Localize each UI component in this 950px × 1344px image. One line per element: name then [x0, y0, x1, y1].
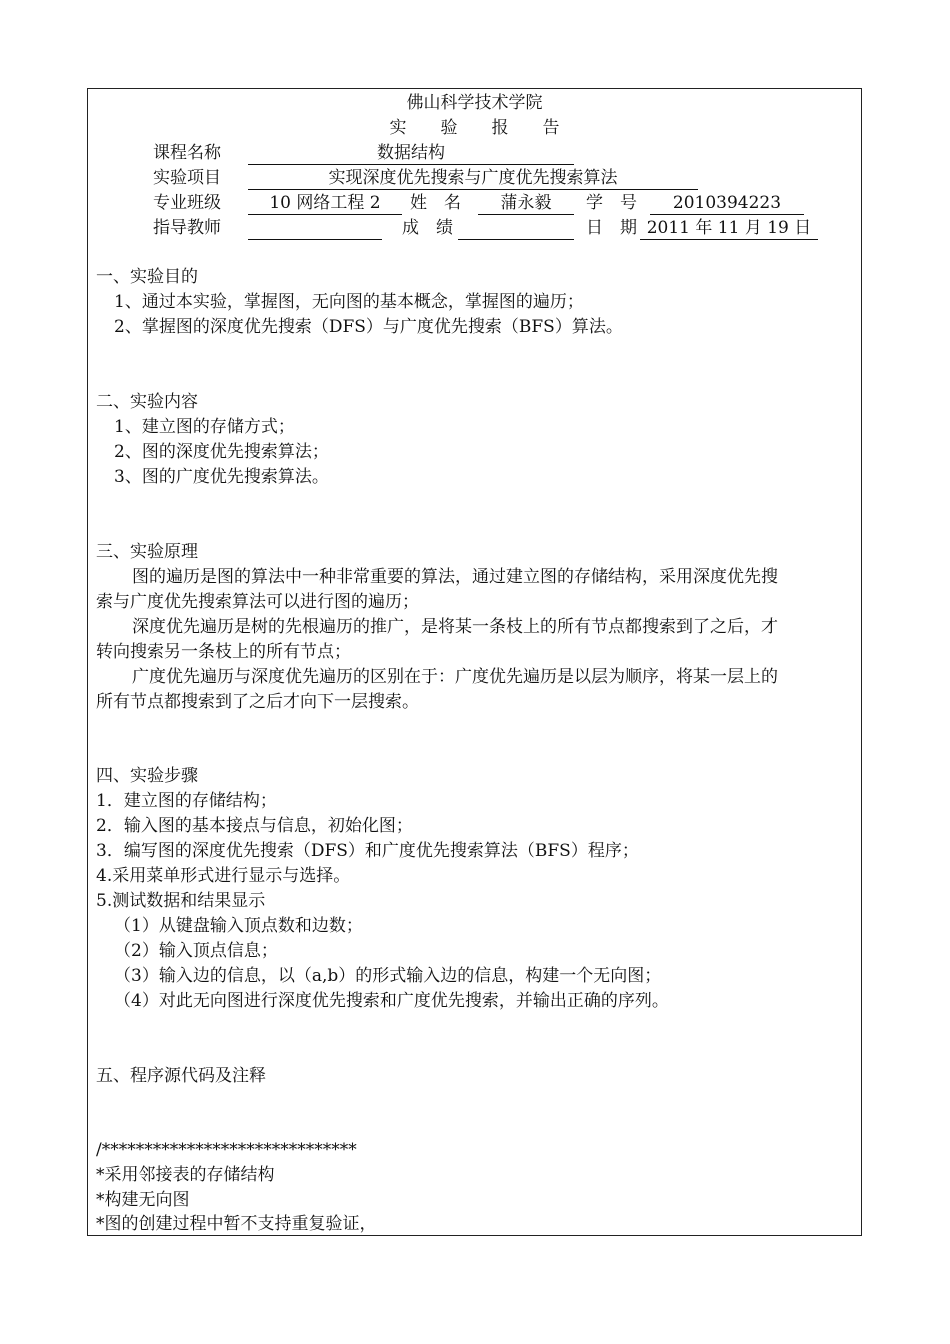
section3-line: 索与广度优先搜索算法可以进行图的遍历；	[96, 592, 419, 612]
section4-step: 1．建立图的存储结构；	[96, 791, 277, 811]
name-label: 姓 名	[410, 193, 461, 213]
date-value: 2011 年 11 月 19 日	[640, 217, 818, 240]
section1-item: 1、通过本实验，掌握图，无向图的基本概念，掌握图的遍历；	[114, 292, 584, 312]
section1-item: 2、掌握图的深度优先搜索（DFS）与广度优先搜索（BFS）算法。	[114, 317, 623, 337]
project-value: 实现深度优先搜索与广度优先搜索算法	[248, 167, 698, 190]
course-label: 课程名称	[153, 143, 221, 163]
section2-item: 3、图的广度优先搜索算法。	[114, 467, 329, 487]
section4-substep: （4）对此无向图进行深度优先搜索和广度优先搜索，并输出正确的序列。	[114, 991, 669, 1011]
section4-step: 3．编写图的深度优先搜索（DFS）和广度优先搜索算法（BFS）程序；	[96, 841, 639, 861]
report-title: 实 验 报 告	[389, 118, 560, 138]
school-name: 佛山科学技术学院	[406, 93, 543, 113]
section2-item: 1、建立图的存储方式；	[114, 417, 295, 437]
section2-item: 2、图的深度优先搜索算法；	[114, 442, 329, 462]
section5-heading: 五、程序源代码及注释	[96, 1066, 266, 1086]
section3-heading: 三、实验原理	[96, 542, 198, 562]
section1-heading: 一、实验目的	[96, 267, 198, 287]
id-value: 2010394223	[650, 192, 804, 215]
code-line: *构建无向图	[96, 1190, 190, 1210]
section2-heading: 二、实验内容	[96, 392, 198, 412]
section3-line: 转向搜索另一条枝上的所有节点；	[96, 642, 351, 662]
teacher-value	[248, 217, 382, 240]
id-label: 学 号	[586, 193, 637, 213]
section4-step: 4.采用菜单形式进行显示与选择。	[96, 866, 351, 886]
section3-line: 深度优先遍历是树的先根遍历的推广，是将某一条枝上的所有节点都搜索到了之后，才	[132, 617, 778, 637]
section4-substep: （3）输入边的信息，以（a,b）的形式输入边的信息，构建一个无向图；	[114, 966, 662, 986]
section4-heading: 四、实验步骤	[96, 766, 198, 786]
section4-substep: （2）输入顶点信息；	[114, 941, 278, 961]
code-line: *图的创建过程中暂不支持重复验证，	[96, 1214, 377, 1234]
section3-line: 图的遍历是图的算法中一种非常重要的算法，通过建立图的存储结构，采用深度优先搜	[132, 567, 778, 587]
date-label: 日 期	[586, 218, 637, 238]
class-label: 专业班级	[153, 193, 221, 213]
code-line: /******************************	[96, 1140, 357, 1160]
class-value: 10 网络工程 2	[248, 192, 402, 215]
section4-step: 5.测试数据和结果显示	[96, 891, 266, 911]
grade-value	[458, 217, 574, 240]
section3-line: 所有节点都搜索到了之后才向下一层搜索。	[96, 692, 419, 712]
name-value: 蒲永毅	[478, 192, 574, 215]
course-value: 数据结构	[248, 142, 574, 165]
section4-step: 2．输入图的基本接点与信息，初始化图；	[96, 816, 413, 836]
section3-line: 广度优先遍历与深度优先遍历的区别在于：广度优先遍历是以层为顺序，将某一层上的	[132, 667, 778, 687]
section4-substep: （1）从键盘输入顶点数和边数；	[114, 916, 363, 936]
grade-label: 成 绩	[402, 218, 453, 238]
project-label: 实验项目	[153, 168, 221, 188]
code-line: *采用邻接表的存储结构	[96, 1165, 275, 1185]
teacher-label: 指导教师	[153, 218, 221, 238]
